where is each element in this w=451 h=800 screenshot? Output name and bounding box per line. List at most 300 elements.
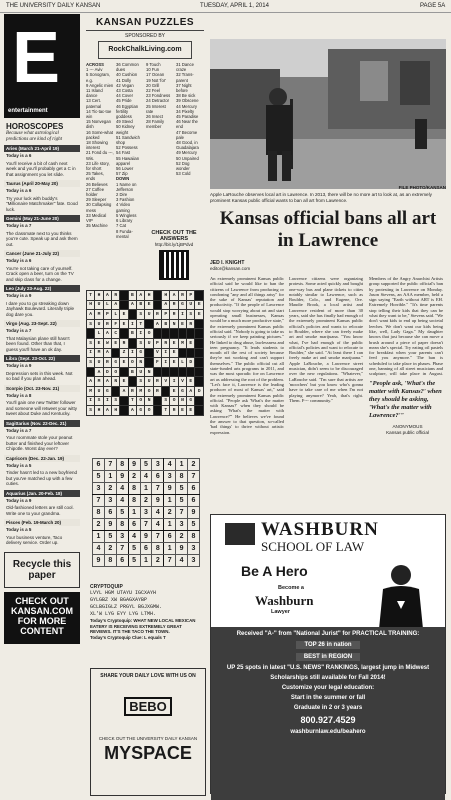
horoscopes-subtitle: Because what astrological predictions are kind of right (6, 131, 63, 142)
sudoku-cell: 2 (152, 555, 164, 567)
sign-name: Virgo (Aug. 23-Sept. 22) (4, 320, 80, 327)
bebo-myspace-ad (90, 668, 206, 796)
crossword-cell: A (112, 300, 120, 310)
crossword-cell: A (187, 386, 195, 396)
crossword-cell (162, 367, 170, 377)
sign-rating: Today is a 7 (6, 223, 32, 228)
horoscope-sign (4, 490, 80, 518)
clue: 13 Cert. paternal (86, 98, 102, 109)
sign-rating: Today is a 9 (6, 293, 32, 298)
sudoku-cell: 2 (140, 495, 152, 507)
sudoku-cell: 6 (128, 519, 140, 531)
sign-text: Try your luck with buddy's "Millionaire Matchmaker" fate. Good luck. (6, 195, 78, 212)
crossword-cell: O (128, 358, 136, 368)
washburn-logo-icon (225, 523, 255, 545)
clue: 4 Video gaming (116, 202, 131, 213)
story-photo (210, 39, 446, 189)
crossword-cell: R (112, 291, 120, 301)
crossword-cell: A (103, 291, 111, 301)
crossword-cell: U (95, 300, 103, 310)
crossword-cell: F (112, 319, 120, 329)
crossword-row (87, 319, 204, 329)
washburn-name: WASHBURN (261, 519, 379, 540)
crossword-cell: A (120, 386, 128, 396)
sudoku-cell: 1 (140, 483, 152, 495)
crossword-cell: S (87, 319, 95, 329)
sudoku-cell: 7 (176, 507, 188, 519)
crossword-cell (87, 329, 95, 339)
sudoku-cell: 8 (152, 543, 164, 555)
sudoku-cell: 6 (104, 507, 116, 519)
clue: 25 Interest rate (146, 103, 166, 114)
sponsored-label: SPONSORED BY (124, 33, 165, 39)
crossword-cell: A (87, 310, 95, 320)
sudoku-cell: 6 (93, 459, 105, 471)
crossword-cell: O (145, 386, 153, 396)
crossword-cell: G (137, 348, 145, 358)
sudoku-cell: 9 (128, 459, 140, 471)
sudoku-cell: 7 (104, 459, 116, 471)
cryptoquip-line: Today's Cryptoquip Clue: L equals T (90, 634, 166, 640)
crossword-cell: T (128, 396, 136, 406)
crossword-cell: B (162, 319, 170, 329)
sign-name: Capricorn (Dec. 22-Jan. 19) (4, 455, 80, 462)
crossword-cell: O (170, 396, 178, 406)
down-clues-2 (146, 62, 174, 130)
section-name: entertainment (8, 108, 48, 114)
clue: 44 Mercury (176, 103, 197, 109)
crossword-cell: H (145, 291, 153, 301)
crossword-cell: I (162, 358, 170, 368)
sign-name: Leo (July 23-Aug. 22) (4, 285, 80, 292)
horoscope-sign (4, 180, 80, 213)
ad-details (211, 627, 445, 800)
horoscope-sign (4, 519, 80, 547)
ad-line-3: BEST in REGION (296, 653, 360, 661)
crossword-cell: E (170, 338, 178, 348)
horoscope-sign (4, 285, 80, 318)
crossword-cell (195, 291, 204, 301)
sudoku-cell: 2 (128, 471, 140, 483)
crossword-cell: M (178, 338, 186, 348)
sudoku-cell: 1 (140, 555, 152, 567)
become-a: Become a (278, 585, 304, 591)
crossword-cell: U (95, 386, 103, 396)
ad-line-8: Graduate in 2 or 3 years (293, 705, 363, 711)
crossword-cell: U (95, 319, 103, 329)
sign-rating: Today is a 5 (6, 527, 32, 532)
crossword-cell: B (128, 367, 136, 377)
sudoku-cell: 2 (188, 459, 200, 471)
clue: 49 Mercury (176, 150, 197, 156)
down-list-2 (146, 62, 174, 130)
down-list-3 (176, 62, 204, 176)
crossword-cell: A (87, 377, 95, 387)
horoscope-sign (4, 385, 80, 418)
across-clues (86, 62, 114, 229)
sudoku-cell: 8 (93, 507, 105, 519)
crossword-cell: R (162, 338, 170, 348)
sudoku-row (93, 459, 200, 471)
cryptoquip-line: GCLBGIGLZ PRGYL BGJXGMW. (90, 604, 163, 610)
washburn-ad[interactable] (210, 514, 446, 794)
crossword-cell: L (178, 358, 186, 368)
sudoku-row (93, 531, 200, 543)
crossword-cell: U (95, 358, 103, 368)
clue: 55 Hawaiian apparel (116, 155, 140, 166)
crossword-cell: V (153, 348, 161, 358)
crossword-cell: A (103, 329, 111, 339)
sign-text: Tinder hasn't led to a new boyfriend but you've matched up with a few cuties. (6, 470, 77, 486)
cryptoquip-line: Today's Cryptoquip: WHAT NEW LOCAL MEXICAN EATERY IS RECEIVING EXTREMELY GREAT REVIEWS. IT'S THE TACO THE TOWN. (90, 618, 196, 634)
crossword-cell: R (153, 386, 161, 396)
crossword-cell (120, 329, 128, 339)
sudoku-row (93, 555, 200, 567)
sudoku-cell: 7 (152, 531, 164, 543)
photo-credit: FILE PHOTO/KANSAN (398, 185, 446, 190)
sudoku-row (93, 495, 200, 507)
clue: 11 Island dance (86, 88, 103, 99)
clue: 9 Angelic mien (86, 82, 114, 88)
crossword-cell: S (87, 338, 95, 348)
crossword-cell: I (103, 396, 111, 406)
sign-text: The classmate next to you thinks you're cute. Speak up and ask them out. (6, 230, 78, 247)
sudoku-grid (92, 458, 200, 567)
cryptoquip-line: XL'W LYG EYY LYG LTMH. (90, 611, 157, 617)
sudoku-cell: 7 (93, 495, 105, 507)
sudoku-cell: 3 (164, 471, 176, 483)
crossword-row (87, 291, 204, 301)
sign-text: You'll receive a bit of cash next week and you'll probably get a C in that assignment you let slide. (6, 160, 76, 177)
sudoku-row (93, 543, 200, 555)
sudoku-cell: 8 (116, 519, 128, 531)
page-number: PAGE 5A (420, 3, 446, 9)
clue: 50 Kidney weight (116, 124, 135, 135)
sign-rating: Today is a 9 (6, 363, 32, 368)
horoscope-sign (4, 250, 80, 283)
clue: 5 Wingless (116, 212, 137, 218)
sign-name: Taurus (April 20-May 20) (4, 180, 80, 187)
crossword-cell (195, 358, 204, 368)
crossword-cell (145, 348, 153, 358)
crossword-row (87, 396, 204, 406)
crossword-cell: R (153, 310, 161, 320)
sudoku-cell: 1 (176, 459, 188, 471)
sudoku-cell: 5 (128, 555, 140, 567)
sudoku-cell: 9 (116, 471, 128, 483)
sign-name: Aquarius (Jan. 20-Feb. 18) (4, 490, 80, 497)
crossword-cell: I (178, 310, 186, 320)
cryptoquip (90, 584, 204, 640)
sudoku-cell: 6 (116, 555, 128, 567)
qr-code-icon[interactable] (159, 250, 189, 280)
crossword-cell: G (178, 386, 186, 396)
crossword-cell: P (153, 338, 161, 348)
crossword-cell (195, 348, 204, 358)
crossword-cell: S (112, 396, 120, 406)
crossword-cell: N (137, 358, 145, 368)
clue: 2 Dire (116, 192, 128, 198)
sudoku-cell: 3 (140, 507, 152, 519)
crossword-cell: F (153, 358, 161, 368)
crossword-cell (195, 396, 204, 406)
sudoku-cell: 4 (152, 507, 164, 519)
crossword-cell (195, 377, 204, 387)
sudoku-cell: 1 (164, 519, 176, 531)
crossword-cell: O (112, 367, 120, 377)
clue: 7 Cat (116, 223, 127, 229)
section-masthead (4, 14, 80, 118)
sudoku-cell: 5 (104, 531, 116, 543)
crossword-cell: S (162, 396, 170, 406)
crossword-cell: O (137, 396, 145, 406)
horoscope-list (4, 145, 80, 547)
horoscope-sign (4, 455, 80, 488)
sudoku-cell: 9 (152, 495, 164, 507)
story-column-2: Lawrence citizens were organizing protests. Some acted quickly and bought one-way bus and plane tickets to cities notably similar to Lawrence, such as Boulder, Colo., and Eugene, Ore. Maudie Brook, a local artist and Lawrence resident of more than 30 years, said she has finally had enough of the extremely prominent Kansas public official's policies and wants to relocate to Boulder, where she can freely make art and smoke marijuana. "You know what, I've had enough of the public official's policies and want to relocate to Boulder," she said. "At least there I can freely make art and smoke marijuana." Apple LaRouche, a Lawrence street musician, didn't seem to be discouraged over the new regulations. "Whatever," LaRouche said. "I'm sure that artists are 'moochers' but you know who's gonna have to take care of me when I'm not playing anymore? Yeah, that's right. Them. F--- community." (289, 276, 363, 403)
crossword-cell (120, 291, 128, 301)
puzzles-title: KANSAN PUZZLES (86, 14, 204, 31)
sign-rating: Today is a 6 (6, 188, 32, 193)
crossword-cell: W (103, 338, 111, 348)
sudoku-cell: 7 (152, 483, 164, 495)
crossword-cell: E (178, 406, 186, 416)
sudoku-cell: 8 (128, 495, 140, 507)
ad-line-5: Scholarships still available for Fall 2014! (270, 675, 386, 681)
crossword-cell (153, 367, 161, 377)
sudoku-row (93, 519, 200, 531)
sudoku-cell: 3 (152, 459, 164, 471)
crossword-cell: I (128, 348, 136, 358)
crossword-row (87, 358, 204, 368)
clue: 56 Lower (116, 166, 134, 172)
ad-url[interactable]: washburnlaw.edu/beahero (290, 729, 366, 735)
clue: 52 Possess (116, 145, 138, 151)
sudoku-cell: 8 (104, 555, 116, 567)
clue: 3 Fashion (116, 197, 135, 203)
section-letter: E (12, 18, 61, 98)
sudoku-cell: 2 (164, 507, 176, 519)
crossword-cell: N (170, 319, 178, 329)
clue: 38 Be sick (176, 93, 196, 99)
clue: 14 Tic-tac-toe win (86, 108, 112, 120)
crossword-cell: D (103, 367, 111, 377)
crossword-cell: R (170, 300, 178, 310)
crossword-cell: E (195, 310, 204, 320)
paper-name: THE UNIVERSITY DAILY KANSAN (6, 3, 101, 9)
bebo-logo: BEBO (124, 697, 172, 716)
crossword-cell: A (170, 291, 178, 301)
crossword-cell (162, 386, 170, 396)
crossword-cell (120, 367, 128, 377)
crossword-cell (195, 319, 204, 329)
crossword-cell: E (170, 386, 178, 396)
sudoku-cell: 3 (93, 483, 105, 495)
crossword-cell: R (170, 406, 178, 416)
clue: 45 Paradise (176, 114, 199, 120)
crossword-cell (128, 338, 136, 348)
crossword-cell: H (112, 406, 120, 416)
crossword-cell: T (162, 406, 170, 416)
sudoku-cell: 5 (188, 519, 200, 531)
clue: 43 Costa (116, 88, 133, 94)
crossword-cell (162, 329, 170, 339)
clue: 51 Sandwich shop (116, 134, 140, 146)
crossword-cell (128, 310, 136, 320)
crossword-cell: M (95, 310, 103, 320)
crossword-row (87, 300, 204, 310)
clue: 26 Believes (86, 181, 108, 187)
crossword-cell: E (187, 338, 195, 348)
be-a-hero: Be A Hero (241, 563, 308, 579)
sudoku-cell: 4 (116, 483, 128, 495)
recycle-text: Recycle this paper (12, 558, 72, 581)
clue: 25 Takes, ends (86, 171, 104, 182)
crossword-cell: V (162, 377, 170, 387)
crossword-cell (153, 300, 161, 310)
sudoku-cell: 4 (152, 519, 164, 531)
crossword-cell (178, 367, 186, 377)
sudoku-cell: 4 (140, 471, 152, 483)
crossword-cell: T (87, 291, 95, 301)
sudoku-cell: 1 (164, 495, 176, 507)
crossword-cell: S (137, 338, 145, 348)
crossword-cell (195, 406, 204, 416)
sudoku-cell: 4 (164, 459, 176, 471)
sign-rating: Today is a 6 (6, 258, 32, 263)
school-of-law: SCHOOL OF LAW (261, 539, 365, 554)
crossword-cell: R (153, 377, 161, 387)
sudoku-cell: 2 (93, 519, 105, 531)
clue: 5 Sonogram, e.g. (86, 72, 110, 83)
crossword-cell: U (145, 377, 153, 387)
crossword-cell (187, 367, 195, 377)
clue: 27 Coffee holder (86, 186, 105, 198)
clue: 37 Night before (176, 82, 192, 94)
crossword-cell (153, 329, 161, 339)
crossword-cell: R (120, 338, 128, 348)
clue: 16 Some-what packed (86, 129, 113, 140)
clue: 35 Machine (86, 223, 108, 229)
crossword-cell (187, 348, 195, 358)
byline-email[interactable]: editor@kansan.com (210, 266, 251, 271)
sudoku-cell: 5 (116, 507, 128, 519)
crossword-cell: G (112, 358, 120, 368)
sudoku-cell: 9 (140, 531, 152, 543)
down-clues-3 (176, 62, 204, 176)
sign-text: Depression sets in this week. Not so bad if you plan ahead. (6, 370, 73, 381)
clue: 53 Cold (176, 171, 191, 177)
crossword-cell: R (103, 358, 111, 368)
crossword-cell: E (95, 338, 103, 348)
byline: JED I. KNIGHT (210, 260, 245, 266)
check-out-text: CHECK OUT THE UNIVERSITY DAILY KANSAN (98, 736, 198, 741)
crossword-cell (178, 329, 186, 339)
crossword-cell: I (128, 319, 136, 329)
page-header-bar (0, 0, 451, 13)
clue: 54 Fast (116, 150, 130, 156)
pull-quote-attribution (369, 424, 446, 435)
crossword-row (87, 329, 204, 339)
crossword-cell (153, 291, 161, 301)
horoscope-column (4, 14, 80, 794)
clue: 1 Name on Jefferson (116, 181, 137, 192)
sign-text: Your business venture, Taco delivery service. Order up. (6, 534, 63, 545)
crossword-cell: B (128, 329, 136, 339)
sudoku-cell: 2 (176, 531, 188, 543)
crossword-cell (195, 338, 204, 348)
sign-name: Gemini (May 21-June 20) (4, 215, 80, 222)
sudoku-cell: 6 (188, 495, 200, 507)
crossword-cell: T (137, 319, 145, 329)
crossword-cell: I (137, 329, 145, 339)
crossword-cell: U (145, 338, 153, 348)
crossword-cell: B (137, 300, 145, 310)
clue: 23 Life story, for short (86, 160, 110, 172)
sign-text: That Malaysian plane still hasn't been found. Other than that, I guess you'll have an ok day. (6, 335, 70, 352)
cryptoquip-line: GYLGBZ XW BGAGXAYBP (90, 597, 148, 603)
horoscope-sign (4, 320, 80, 353)
clue: 24 Detractor (146, 98, 170, 104)
crossword-cell: A (103, 406, 111, 416)
crossword-cell: I (162, 348, 170, 358)
clue: 40 Cushion (116, 72, 138, 78)
pull-quote-source: ANONYMOUS (392, 424, 423, 429)
sudoku-cell: 4 (116, 495, 128, 507)
answers-url[interactable]: http://bit.ly/1jBPdvd (154, 242, 194, 247)
crossword-cell: D (187, 358, 195, 368)
sign-name: Pisces (Feb. 19-March 20) (4, 519, 80, 526)
clue: 28 Family member (146, 119, 165, 130)
crossword-cell: P (187, 291, 195, 301)
sudoku-cell: 6 (152, 471, 164, 483)
across-list-2 (116, 62, 144, 176)
sudoku-cell: 3 (188, 543, 200, 555)
sudoku-cell: 5 (176, 483, 188, 495)
photo-caption: Apple LaRouche observes local art in Lawrence. In 2013, there will be no more art to look at, as an extremely prominent Kansas public official wants to ban all art from Lawrence. (210, 192, 432, 203)
sudoku-cell: 3 (188, 555, 200, 567)
horoscopes-title: HOROSCOPES (6, 122, 64, 131)
crossword-cell: M (95, 377, 103, 387)
crossword-cell: S (137, 310, 145, 320)
sudoku-cell: 9 (188, 507, 200, 519)
sudoku-cell: 6 (164, 531, 176, 543)
sudoku-cell: 6 (140, 543, 152, 555)
answers-heading: CHECK OUT THE ANSWERS (151, 230, 197, 242)
crossword-cell: A (95, 367, 103, 377)
issue-date: TUESDAY, APRIL 1, 2014 (200, 3, 269, 9)
crossword-cell: E (112, 338, 120, 348)
crossword-cell: R (170, 310, 178, 320)
recycle-promo (4, 552, 80, 588)
sign-text: Old-fashioned letters are still cool. Write one to your grandma. (6, 505, 74, 516)
ad-phone[interactable]: 800.927.4529 (300, 715, 356, 725)
crossword-cell: G (137, 406, 145, 416)
clue: 6 Library (116, 218, 133, 224)
sudoku-cell: 2 (104, 543, 116, 555)
crossword-cell (170, 329, 178, 339)
crossword-cell (145, 358, 153, 368)
crossword-cell (145, 319, 153, 329)
clue: 46 Near the end (176, 119, 198, 130)
pull-quote: "People ask, 'What's the matter with Kansas?' when they should be asking, 'What's the matter with Lawrence?'" (369, 380, 442, 419)
crossword-cell: O (145, 406, 153, 416)
sudoku-cell: 8 (116, 459, 128, 471)
crossword-cell: E (187, 377, 195, 387)
ad-line-1: Received "A-" from "National Jurist" for PRACTICAL TRAINING: (236, 631, 420, 637)
sudoku-cell: 7 (164, 555, 176, 567)
cryptoquip-line: LVYL HGM UTAYU IGCXAYH (90, 590, 157, 596)
